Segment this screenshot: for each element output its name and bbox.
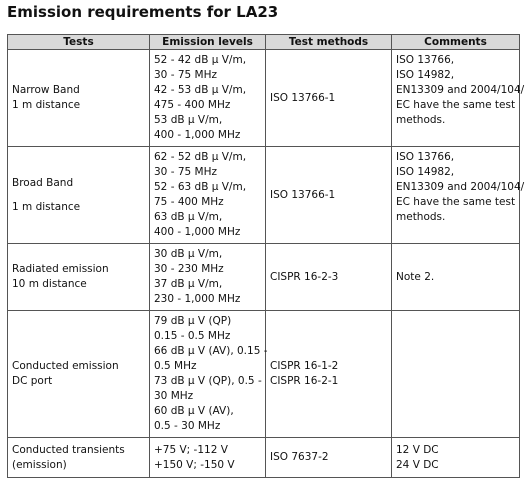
comments-cell	[392, 50, 525, 147]
level-line: 230 - 1,000 MHz	[154, 293, 241, 305]
table-row	[8, 244, 520, 311]
comments-cell	[392, 244, 520, 311]
level-line: +150 V; -150 V	[154, 458, 235, 471]
method-line: ISO 13766-1	[270, 91, 336, 104]
levels-cell	[150, 438, 266, 478]
level-line: 400 - 1,000 MHz	[154, 129, 241, 141]
header-comments: Comments	[392, 35, 520, 50]
table-row	[8, 438, 520, 478]
test-condition: DC port	[12, 375, 53, 387]
method-line: ISO 13766-1	[270, 188, 336, 201]
test-name: Radiated emission	[12, 263, 109, 275]
table-row	[8, 50, 520, 147]
level-line: 60 dB μ V (AV),	[154, 405, 234, 417]
test-name: Conducted transients	[12, 443, 125, 456]
comment-line: ISO 13766,	[396, 54, 455, 66]
level-line: 30 - 230 MHz	[154, 263, 224, 275]
method-line: CISPR 16-2-1	[270, 375, 339, 387]
level-line: +75 V; -112 V	[154, 443, 228, 456]
comment-line: EN13309 and 2004/104/	[396, 84, 525, 96]
level-line: 37 dB μ V/m,	[154, 278, 223, 290]
comment-line: ISO 13766,	[396, 151, 455, 163]
method-cell	[266, 244, 392, 311]
comments-cell	[392, 311, 520, 438]
test-cell	[8, 244, 150, 311]
level-line: 42 - 53 dB μ V/m,	[154, 84, 247, 96]
level-line: 30 - 75 MHz	[154, 166, 217, 178]
levels-cell	[150, 147, 266, 244]
level-line: 66 dB μ V (AV), 0.15 -	[154, 345, 268, 357]
comment-line: Note 2.	[396, 270, 435, 283]
comment-line: EN13309 and 2004/104/	[396, 181, 525, 193]
method-cell	[266, 147, 392, 244]
table-row	[8, 147, 520, 244]
comment-line: methods.	[396, 114, 446, 126]
test-cell	[8, 50, 150, 147]
level-line: 75 - 400 MHz	[154, 196, 224, 208]
level-line: 0.15 - 0.5 MHz	[154, 330, 231, 342]
test-name: Conducted emission	[12, 360, 119, 372]
level-line: 30 dB μ V/m,	[154, 248, 223, 260]
level-line: 53 dB μ V/m,	[154, 114, 223, 126]
test-cell	[8, 438, 150, 478]
level-line: 62 - 52 dB μ V/m,	[154, 151, 247, 163]
levels-cell	[150, 50, 266, 147]
test-cell	[8, 311, 150, 438]
method-line: ISO 7637-2	[270, 451, 329, 463]
method-line: CISPR 16-2-3	[270, 270, 339, 283]
header-row	[8, 35, 520, 50]
level-line: 0.5 - 30 MHz	[154, 420, 221, 432]
comments-cell	[392, 147, 525, 244]
table-row	[8, 311, 520, 438]
method-cell	[266, 50, 392, 147]
page-title: Emission requirements for LA23	[7, 3, 279, 21]
comment-line: ISO 14982,	[396, 69, 455, 81]
header-test-methods: Test methods	[266, 35, 392, 50]
test-condition: 1 m distance	[12, 200, 81, 213]
levels-cell	[150, 311, 266, 438]
level-line: 52 - 42 dB μ V/m,	[154, 54, 247, 66]
level-line: 30 MHz	[154, 390, 194, 402]
level-line: 52 - 63 dB μ V/m,	[154, 181, 247, 193]
comment-line: 12 V DC	[396, 443, 439, 456]
method-cell	[266, 311, 392, 438]
levels-cell	[150, 244, 266, 311]
test-name: Narrow Band	[12, 84, 80, 96]
test-condition: 10 m distance	[12, 278, 87, 290]
method-cell	[266, 438, 392, 478]
level-line: 63 dB μ V/m,	[154, 211, 223, 223]
test-condition: (emission)	[12, 458, 67, 471]
comment-line: EC have the same test	[396, 99, 516, 111]
comment-line: EC have the same test	[396, 196, 516, 208]
comments-cell	[392, 438, 520, 478]
level-line: 475 - 400 MHz	[154, 99, 231, 111]
header-emission-levels: Emission levels	[150, 35, 266, 50]
comment-line: methods.	[396, 211, 446, 223]
comment-line: 24 V DC	[396, 458, 439, 471]
header-tests: Tests	[8, 35, 150, 50]
level-line: 30 - 75 MHz	[154, 69, 217, 81]
level-line: 0.5 MHz	[154, 360, 197, 372]
level-line: 400 - 1,000 MHz	[154, 226, 241, 238]
test-cell	[8, 147, 150, 244]
comment-line: ISO 14982,	[396, 166, 455, 178]
emission-requirements-table	[7, 34, 525, 478]
test-name: Broad Band	[12, 176, 74, 189]
method-line: CISPR 16-1-2	[270, 360, 339, 372]
level-line: 79 dB μ V (QP)	[154, 315, 232, 327]
level-line: 73 dB μ V (QP), 0.5 -	[154, 375, 262, 387]
test-condition: 1 m distance	[12, 99, 81, 111]
